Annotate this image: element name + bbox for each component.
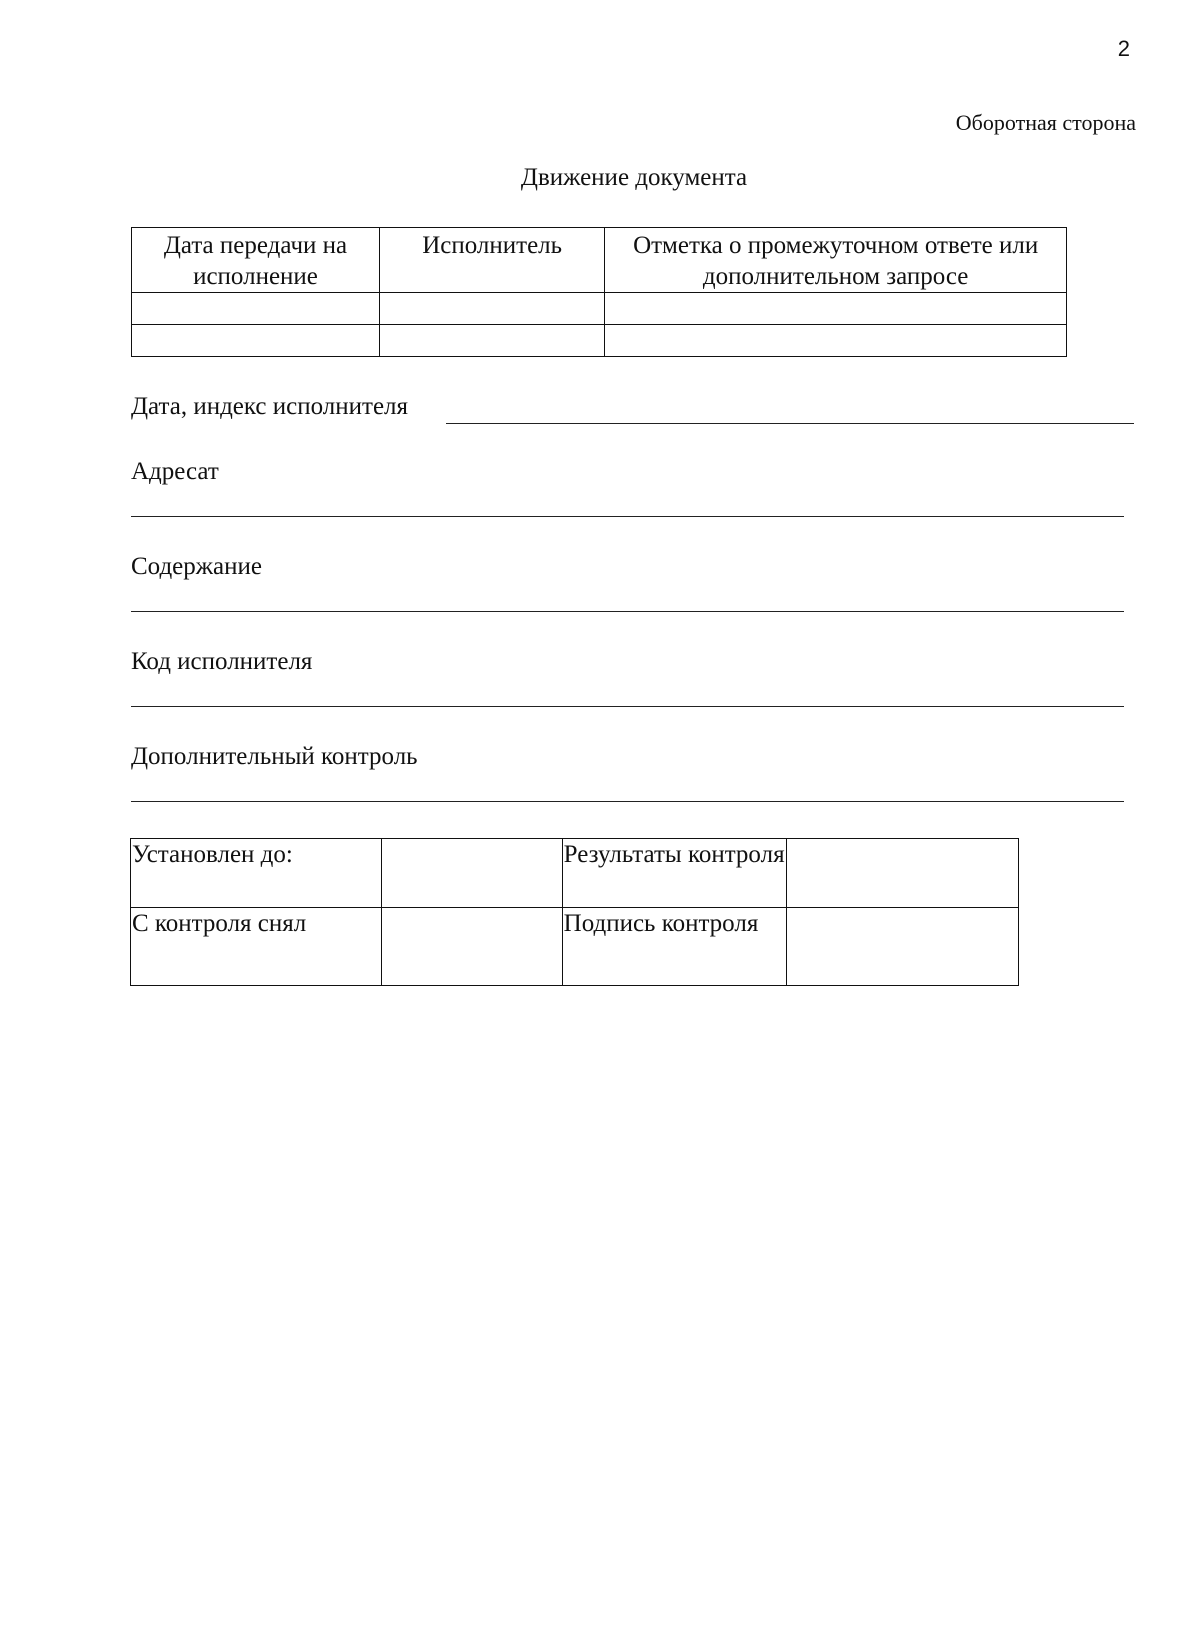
extra-control-line[interactable] [131, 801, 1124, 802]
header-intermediate-note: Отметка о промежуточном ответе или дополнительном запросе [605, 228, 1067, 293]
removed-by-label: С контроля снял [131, 908, 382, 986]
table-cell[interactable] [132, 325, 380, 357]
table-cell[interactable] [380, 293, 605, 325]
table-row [132, 325, 1067, 357]
control-results-value[interactable] [786, 839, 1019, 908]
control-results-label: Результаты контроля [562, 839, 786, 908]
table-cell[interactable] [605, 325, 1067, 357]
removed-by-value[interactable] [381, 908, 562, 986]
control-signature-label: Подпись контроля [562, 908, 786, 986]
addressee-line[interactable] [131, 516, 1124, 517]
page-number: 2 [1117, 36, 1130, 61]
table-row [132, 293, 1067, 325]
set-until-value[interactable] [381, 839, 562, 908]
set-until-label: Установлен до: [131, 839, 382, 908]
header-executor: Исполнитель [380, 228, 605, 293]
date-index-line[interactable] [446, 423, 1134, 424]
table-row [131, 908, 1019, 986]
addressee-label: Адресат [131, 458, 219, 485]
extra-control-label: Дополнительный контроль [131, 743, 418, 770]
header-transfer-date: Дата передачи на исполнение [132, 228, 380, 293]
table-cell[interactable] [380, 325, 605, 357]
table-header-row [132, 228, 1067, 293]
document-title: Движение документа [520, 164, 748, 191]
reverse-side-label: Оборотная сторона [955, 110, 1136, 135]
document-movement-table [131, 227, 1067, 357]
executor-code-label: Код исполнителя [131, 648, 313, 675]
table-cell[interactable] [132, 293, 380, 325]
content-label: Содержание [131, 553, 262, 580]
table-row [131, 839, 1019, 908]
content-line[interactable] [131, 611, 1124, 612]
table-cell[interactable] [605, 293, 1067, 325]
executor-code-line[interactable] [131, 706, 1124, 707]
control-table [130, 838, 1019, 986]
date-index-label: Дата, индекс исполнителя [131, 393, 409, 420]
control-signature-value[interactable] [786, 908, 1019, 986]
